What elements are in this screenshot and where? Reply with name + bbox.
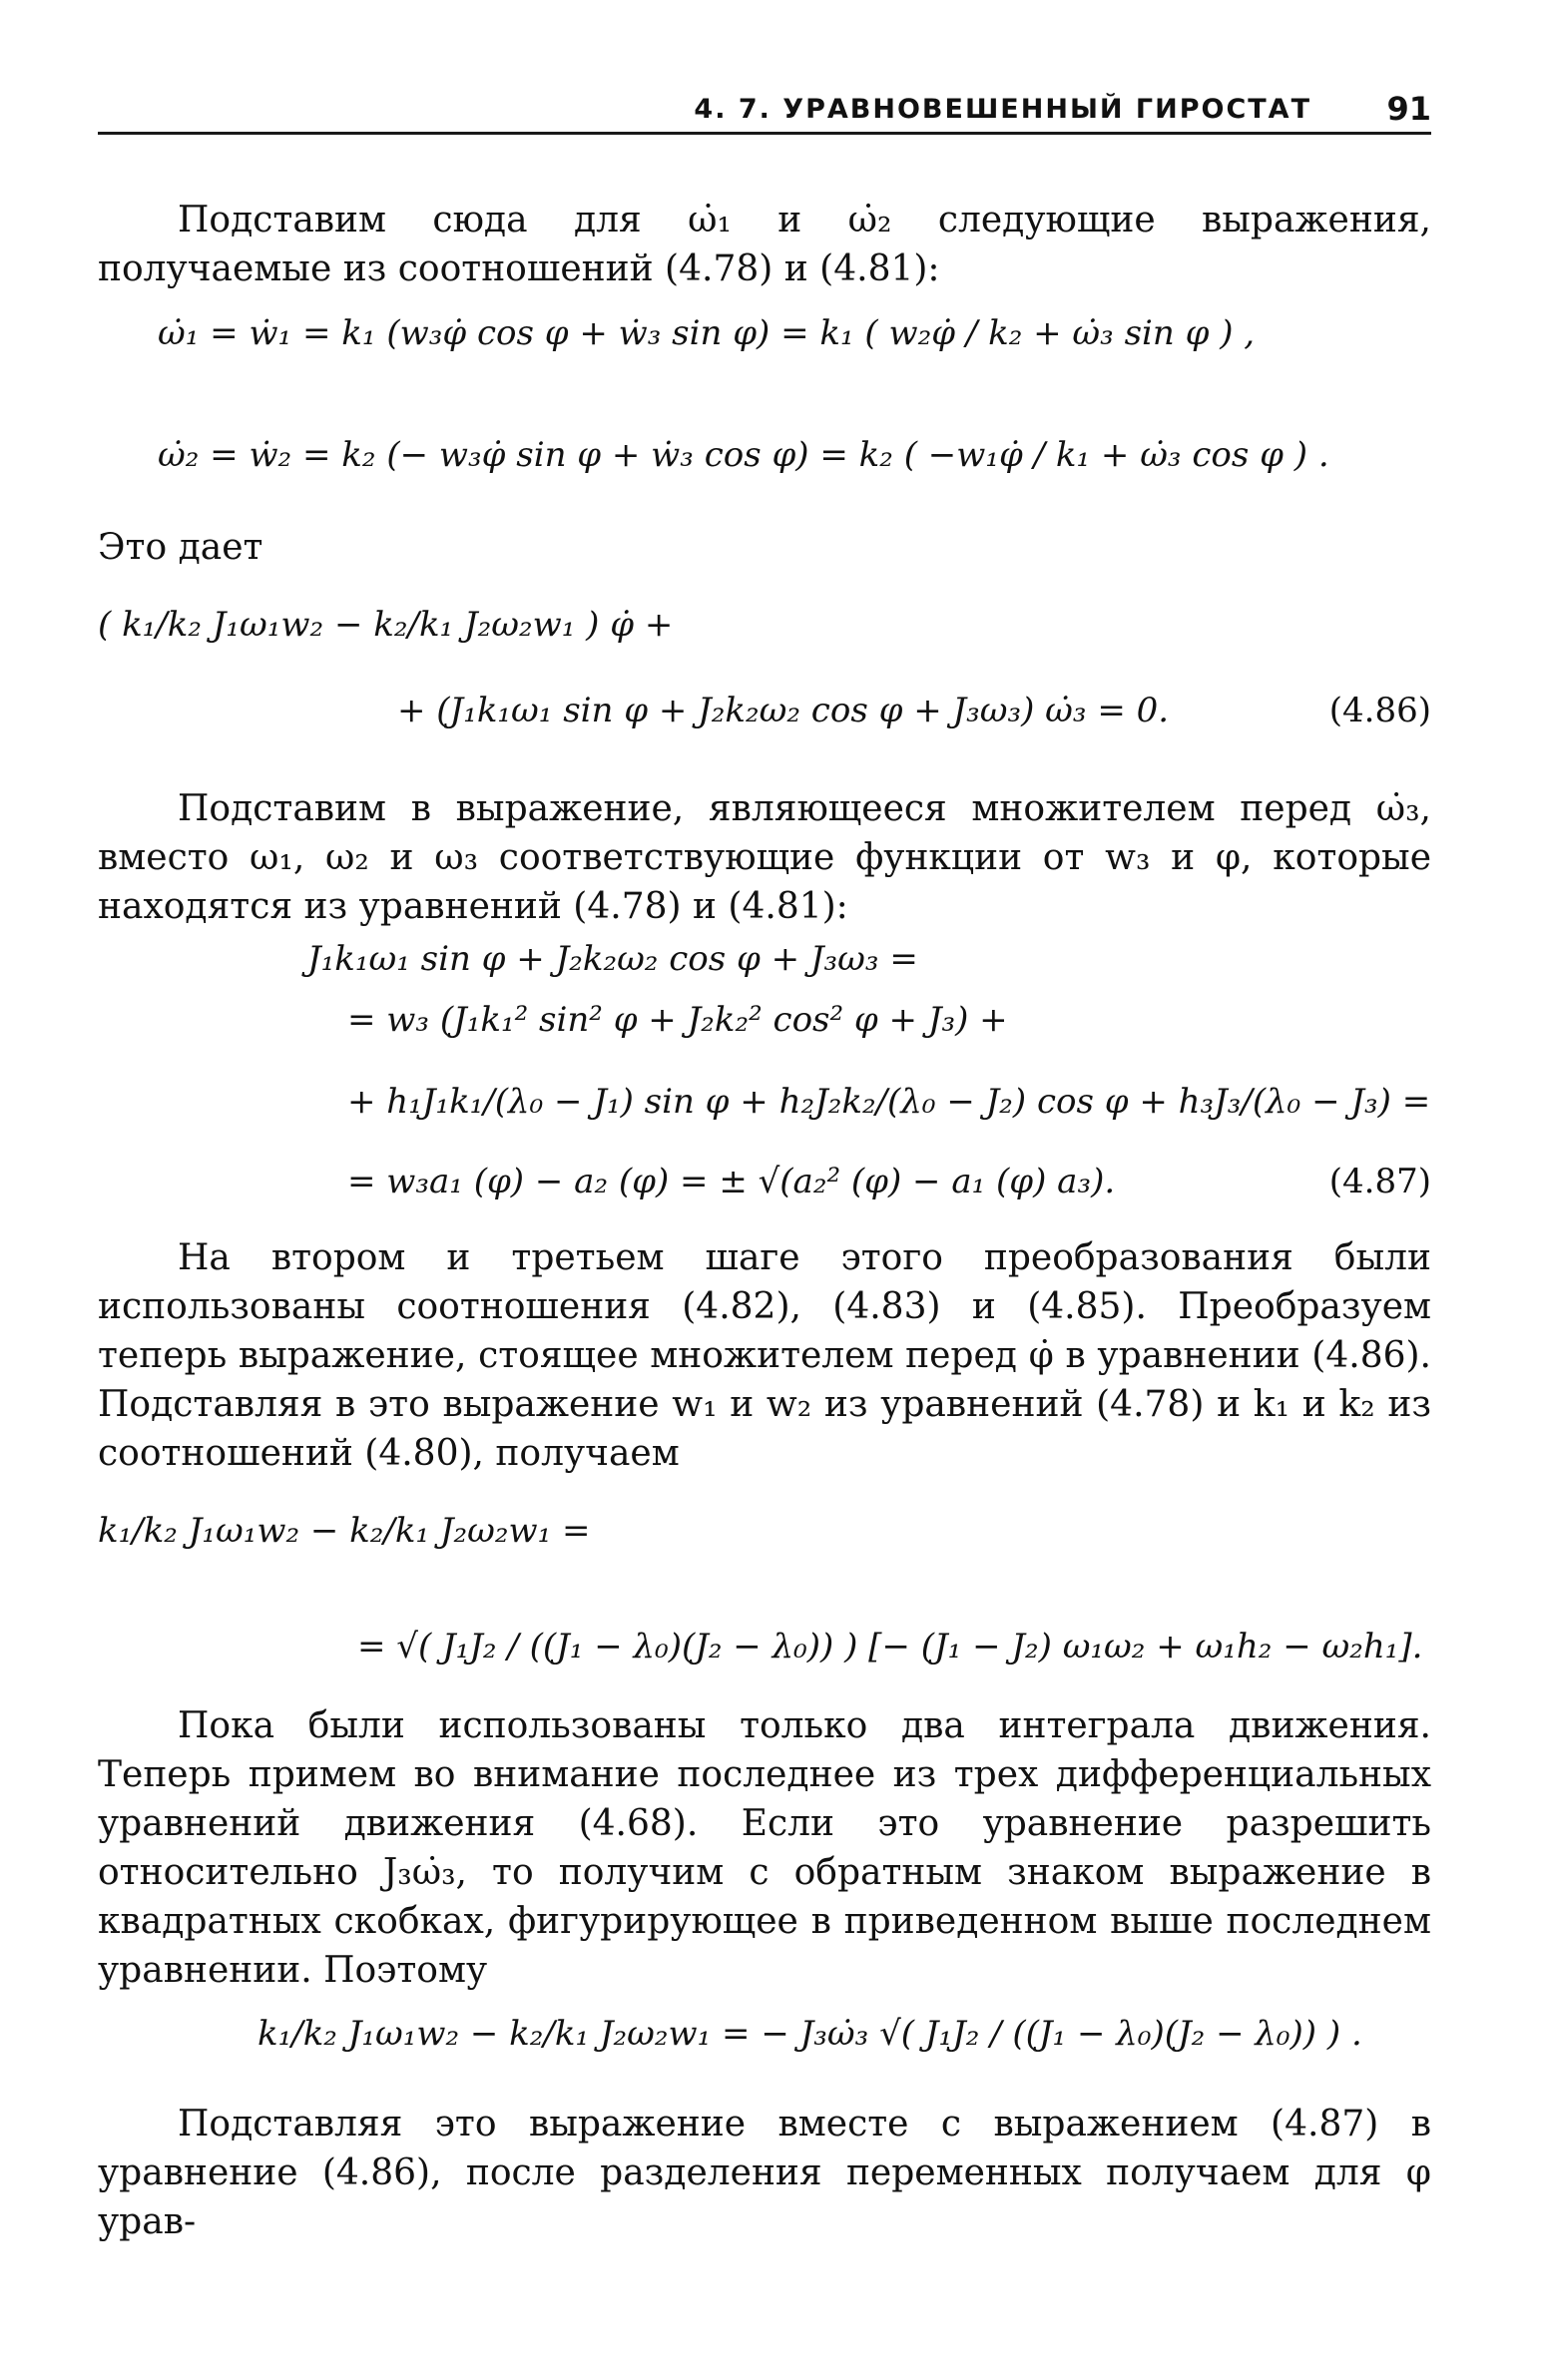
equation-omega1-dot: ω̇₁ = ẇ₁ = k₁ (w₃φ̇ cos φ + ẇ₃ sin φ) = k₁ ( w₂φ̇ / k₂ + ω̇₃ sin φ ) , <box>158 313 1256 353</box>
equation-number-4-87: (4.87) <box>1328 1162 1431 1201</box>
equation-omega2-dot: ω̇₂ = ẇ₂ = k₂ (− w₃φ̇ sin φ + ẇ₃ cos φ) = k₂ ( −w₁φ̇ / k₁ + ω̇₃ cos φ ) . <box>158 435 1329 475</box>
running-header <box>98 88 1431 135</box>
equation-number-4-86: (4.86) <box>1328 691 1431 730</box>
paragraph-1: Подставим сюда для ω̇₁ и ω̇₂ следующие выражения, получаемые из соотношений (4.78) и (4.81): <box>98 200 1431 289</box>
page-number: 91 <box>1386 90 1431 128</box>
equation-4-87-line-3: + h₁J₁k₁/(λ₀ − J₁) sin φ + h₂J₂k₂/(λ₀ − J₂) cos φ + h₃J₃/(λ₀ − J₃) = <box>347 1082 1431 1122</box>
equation-4-87-line-4: = w₃a₁ (φ) − a₂ (φ) = ± √(a₂² (φ) − a₁ (φ) a₃). (4.87) <box>98 1156 1431 1207</box>
equation-4-86-line-2: + (J₁k₁ω₁ sin φ + J₂k₂ω₂ cos φ + J₃ω₃) ω̇₃ = 0. (4.86) <box>98 685 1431 736</box>
paragraph-5: Пока были использованы только два интеграла движения. Теперь примем во внимание последнее из трех дифференциальных уравнений движения (4.68). Если это уравнение разрешить относительно J₃ω̇₃, то получим с обратным знаком выражение в квадратных скобках, фигурирующее в приведенном выше последнем уравнении. Поэтому <box>98 1705 1431 1991</box>
paragraph-4: На втором и третьем шаге этого преобразования были использованы соотношения (4.82), (4.83) и (4.85). Преобразуем теперь выражение, стоящее множителем перед φ̇ в уравнении (4.86). Подставляя в это выражение w₁ и w₂ из уравнений (4.78) и k₁ и k₂ из соотношений (4.80), получаем <box>98 1237 1431 1474</box>
equation-factor-phi-line-2: = √( J₁J₂ / ((J₁ − λ₀)(J₂ − λ₀)) ) [− (J₁ − J₂) ω₁ω₂ + ω₁h₂ − ω₂h₁]. <box>357 1627 1423 1666</box>
equation-factor-phi-result: k₁/k₂ J₁ω₁w₂ − k₂/k₁ J₂ω₂w₁ = − J₃ω̇₃ √( J₁J₂ / ((J₁ − λ₀)(J₂ − λ₀)) ) . <box>258 2014 1362 2054</box>
equation-4-87-line-1: J₁k₁ω₁ sin φ + J₂k₂ω₂ cos φ + J₃ω₃ = <box>307 939 918 979</box>
paragraph-6: Подставляя это выражение вместе с выражением (4.87) в уравнение (4.86), после разделения переменных получаем для φ урав- <box>98 2104 1431 2242</box>
equation-4-86-line-1: ( k₁/k₂ J₁ω₁w₂ − k₂/k₁ J₂ω₂w₁ ) φ̇ + <box>98 605 674 645</box>
equation-factor-phi-line-1: k₁/k₂ J₁ω₁w₂ − k₂/k₁ J₂ω₂w₁ = <box>98 1511 591 1551</box>
equation-4-87-line-2: = w₃ (J₁k₁² sin² φ + J₂k₂² cos² φ + J₃) + <box>347 1000 1008 1040</box>
paragraph-2: Это дает <box>98 527 263 568</box>
paragraph-3: Подставим в выражение, являющееся множителем перед ω̇₃, вместо ω₁, ω₂ и ω₃ соответствующие функции от w₃ и φ, которые находятся из уравнений (4.78) и (4.81): <box>98 788 1431 927</box>
running-title: 4. 7. УРАВНОВЕШЕННЫЙ ГИРОСТАТ <box>694 94 1311 125</box>
